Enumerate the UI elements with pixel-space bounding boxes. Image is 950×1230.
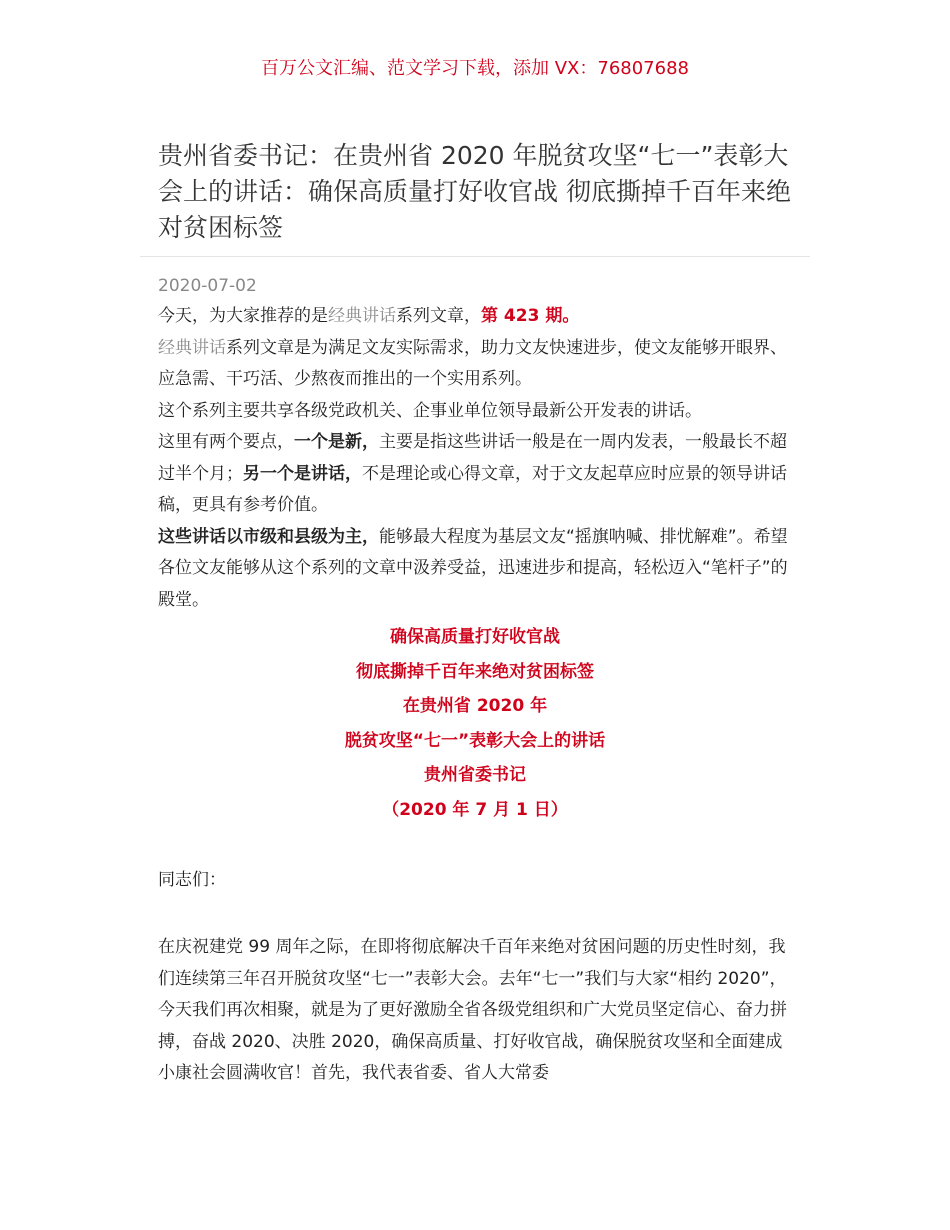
series-name: 经典讲话: [328, 306, 396, 326]
intro-text: 今天，为大家推荐的是: [158, 306, 328, 326]
intro-text: 系列文章，: [396, 306, 481, 326]
key-point-1: 一个是新，: [294, 432, 379, 452]
intro-section: [158, 301, 794, 616]
speech-header-line: 确保高质量打好收官战: [390, 627, 560, 647]
body-paragraph-1: 在庆祝建党 99 周年之际，在即将彻底解决千百年来绝对贫困问题的历史性时刻，我们连续第三年召开脱贫攻坚“七一”表彰大会。去年“七一”我们与大家“相约 2020”，今天我们再次相聚，就是为了更好激励全省各级党组织和广大党员坚定信心、奋力拼搏，奋战 2020、决胜 2020，确保高质量、打好收官战，确保脱贫攻坚和全面建成小康社会圆满收官！首先，我代表省委、省人大常委: [158, 937, 787, 1083]
issue-number: 第 423 期。: [481, 306, 580, 326]
publish-date: 2020-07-02: [158, 276, 257, 296]
speech-header: [0, 620, 950, 828]
key-point-3: 这些讲话以市级和县级为主，: [158, 526, 379, 547]
series-name: 经典讲话: [158, 337, 226, 358]
intro-text: 主要是指这些讲话一般是在一周内发表，一般最长不超过半个月；: [158, 432, 787, 484]
intro-text: 这里有两个要点，: [158, 432, 294, 452]
intro-paragraph-2: [158, 333, 794, 396]
intro-text: 能够最大程度为基层文友“摇旗呐喊、排忧解难”。希望各位文友能够从这个系列的文章中汲养受益，迅速进步和提高，轻松迈入“笔杆子”的殿堂。: [158, 526, 788, 610]
intro-text: 不是理论或心得文章，对于文友起草应时应景的领导讲话稿，更具有参考价值。: [158, 463, 787, 515]
speech-header-line: 在贵州省 2020 年: [402, 696, 548, 717]
title-divider: [140, 256, 810, 257]
greeting: 同志们：: [158, 870, 226, 890]
article-title: 贵州省委书记：在贵州省 2020 年脱贫攻坚“七一”表彰大会上的讲话：确保高质量打好收官战 彻底撕掉千百年来绝对贫困标签: [158, 141, 791, 242]
speech-header-line: （2020 年 7 月 1 日）: [382, 799, 568, 820]
promo-banner: 百万公文汇编、范文学习下载，添加 VX：76807688: [261, 58, 689, 79]
key-point-2: 另一个是讲话，: [243, 463, 362, 484]
speech-header-line: 贵州省委书记: [424, 765, 526, 786]
intro-paragraph-3: 这个系列主要共享各级党政机关、企事业单位领导最新公开发表的讲话。: [158, 400, 702, 421]
intro-paragraph-5: [158, 522, 794, 617]
intro-paragraph-1: [158, 301, 794, 333]
intro-paragraph-4: [158, 427, 794, 522]
speech-header-line: 脱贫攻坚“七一”表彰大会上的讲话: [344, 730, 606, 751]
speech-header-line: 彻底撕掉千百年来绝对贫困标签: [356, 661, 594, 682]
intro-text: 系列文章是为满足文友实际需求，助力文友快速进步，使文友能够开眼界、应急需、干巧活、少熬夜而推出的一个实用系列。: [158, 337, 787, 389]
